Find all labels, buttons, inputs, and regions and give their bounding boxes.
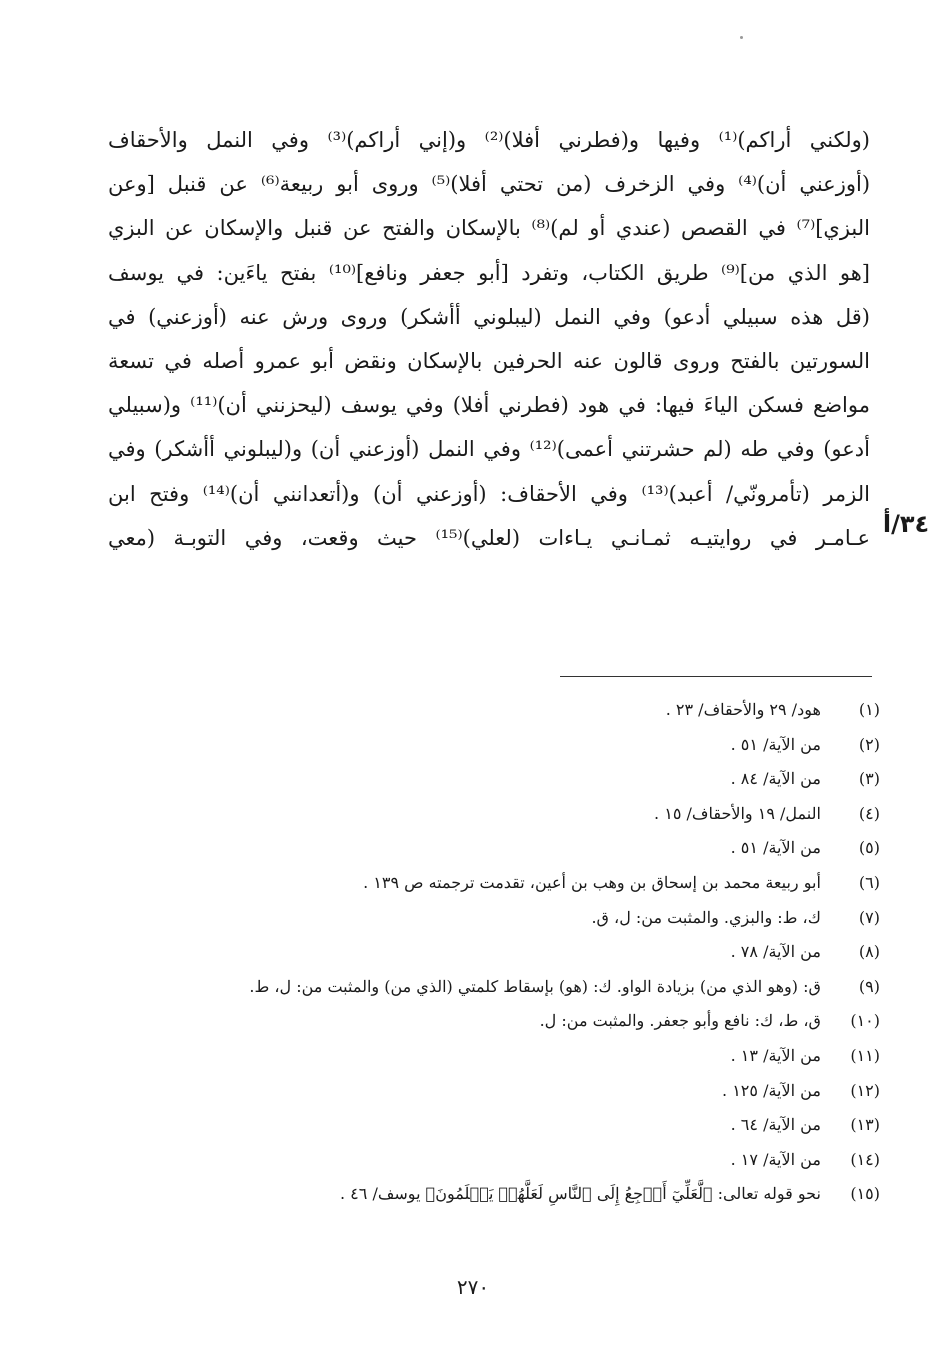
main-text-line: البزي]⁽⁷⁾ في القصص (عندي أو لم)⁽⁸⁾ بالإسكان والفتح عن قنبل والإسكان عن البزي bbox=[108, 216, 870, 241]
main-text-line: (قل هذه سبيلي أدعو) وفي النمل (ليبلوني أأشكر) وروى ورش عنه (أوزعني) في bbox=[108, 304, 870, 329]
footnote-number: (٥) bbox=[858, 838, 880, 858]
footnote-item bbox=[140, 762, 880, 797]
footnote-number: (١) bbox=[858, 700, 880, 719]
footnote-text: من الآية/ ٧٨ . bbox=[730, 942, 821, 962]
footnote-number: (٩) bbox=[858, 976, 880, 996]
footnote-item bbox=[140, 970, 880, 1005]
footnote-divider bbox=[560, 676, 872, 677]
footnote-number: (٤) bbox=[858, 803, 880, 823]
footnote-text: ق: (وهو الذي من) بزيادة الواو. ك: (هو) بإسقاط كلمتي (الذي من) والمثبت من: ل، ط. bbox=[249, 976, 821, 996]
footnote-item bbox=[140, 935, 880, 970]
footnote-number: (٦) bbox=[858, 872, 880, 892]
footnote-text: ك، ط: والبزي. والمثبت من: ل، ق. bbox=[591, 907, 821, 927]
footnotes-list bbox=[140, 693, 880, 1212]
footnote-text: النمل/ ١٩ والأحقاف/ ١٥ . bbox=[654, 803, 821, 823]
footnote-item bbox=[140, 1074, 880, 1109]
footnote-number: (١٣) bbox=[850, 1115, 880, 1135]
footnote-item bbox=[140, 1143, 880, 1178]
footnote-text: من الآية/ ٥١ . bbox=[730, 838, 821, 858]
footnote-item bbox=[140, 866, 880, 901]
footnote-number: (١١) bbox=[850, 1045, 880, 1065]
footnote-text: أبو ربيعة محمد بن إسحاق بن وهب بن أعين، تقدمت ترجمته ص ١٣٩ . bbox=[363, 872, 821, 892]
footnote-number: (٨) bbox=[858, 942, 880, 962]
footnote-item bbox=[140, 1004, 880, 1039]
footnote-text: من الآية/ ٦٤ . bbox=[730, 1115, 821, 1135]
footnote-number: (١٠) bbox=[850, 1011, 880, 1031]
footnote-number: (٢) bbox=[858, 734, 880, 754]
footnote-text: من الآية/ ٨٤ . bbox=[730, 769, 821, 789]
footnote-item bbox=[140, 1039, 880, 1074]
main-text-line: (ولكني أراكم)⁽¹⁾ وفيها و(فطرني أفلا)⁽²⁾ و(إني أراكم)⁽³⁾ وفي النمل والأحقاف bbox=[108, 128, 870, 152]
footnote-item bbox=[140, 831, 880, 866]
footnote-number: (١٢) bbox=[850, 1080, 880, 1100]
footnote-item bbox=[140, 693, 880, 728]
main-text-line: السورتين بالفتح وروى قالون عنه الحرفين بالإسكان ونقض أبو عمرو أصله في تسعة bbox=[108, 348, 870, 373]
footnote-text: من الآية/ ١٢٥ . bbox=[722, 1080, 821, 1100]
footnote-item bbox=[140, 797, 880, 832]
footnote-text: من الآية/ ١٧ . bbox=[730, 1149, 821, 1169]
main-text-block bbox=[108, 118, 870, 560]
scan-speck bbox=[740, 36, 743, 39]
footnote-number: (٣) bbox=[858, 769, 880, 789]
footnote-text: هود/ ٢٩ والأحقاف/ ٢٣ . bbox=[665, 700, 821, 719]
footnote-text: ق، ط، ك: نافع وأبو جعفر. والمثبت من: ل. bbox=[539, 1011, 821, 1031]
main-text-line: (أوزعني أن)⁽⁴⁾ وفي الزخرف (من تحتي أفلا)⁽⁵⁾ وروى أبو ربيعة⁽⁶⁾ عن قنبل [وعن bbox=[108, 172, 870, 197]
main-text-line: عـامـر في روايتيـه ثمـانـي يـاءات (لعلي)⁽¹⁵⁾ حيث وقعت، وفي التوبـة (معي bbox=[108, 525, 870, 550]
footnote-item bbox=[140, 1108, 880, 1143]
manuscript-folio-marker: ٣٤/أ bbox=[882, 510, 930, 538]
main-text-line: الزمر (تأمرونّي/ أعبد)⁽¹³⁾ وفي الأحقاف: (أوزعني أن) و(أتعدانني أن)⁽¹⁴⁾ وفتح ابن bbox=[108, 481, 870, 506]
footnote-text: من الآية/ ٥١ . bbox=[730, 734, 821, 754]
footnote-number: (٧) bbox=[858, 907, 880, 927]
footnote-number: (١٤) bbox=[850, 1149, 880, 1169]
main-text-line: أدعو) وفي طه (لم حشرتني أعمى)⁽¹²⁾ وفي النمل (أوزعني أن) و(ليبلوني أأشكر) وفي bbox=[108, 437, 870, 462]
footnote-text: من الآية/ ١٣ . bbox=[730, 1045, 821, 1065]
footnote-item bbox=[140, 901, 880, 936]
page-number: ٢٧٠ bbox=[456, 1275, 490, 1299]
footnote-item bbox=[140, 728, 880, 763]
footnote-text: نحو قوله تعالى: ﴿لَّعَلِّيٓ أَرۡجِعُ إِلَى ٱلنَّاسِ لَعَلَّهُمۡ يَعۡلَمُونَ﴾ يوسف/ ٤٦ . bbox=[340, 1184, 821, 1204]
main-text-line: [هو الذي من]⁽⁹⁾ طريق الكتاب، وتفرد [أبو جعفر ونافع]⁽¹⁰⁾ بفتح ياءَين: في يوسف bbox=[108, 260, 870, 285]
main-text-line: مواضع فسكن الياءَ فيها: في هود (فطرني أفلا) وفي يوسف (ليحزنني أن)⁽¹¹⁾ و(سبيلي bbox=[108, 393, 870, 418]
footnote-number: (١٥) bbox=[850, 1184, 880, 1204]
footnote-item bbox=[140, 1177, 880, 1212]
